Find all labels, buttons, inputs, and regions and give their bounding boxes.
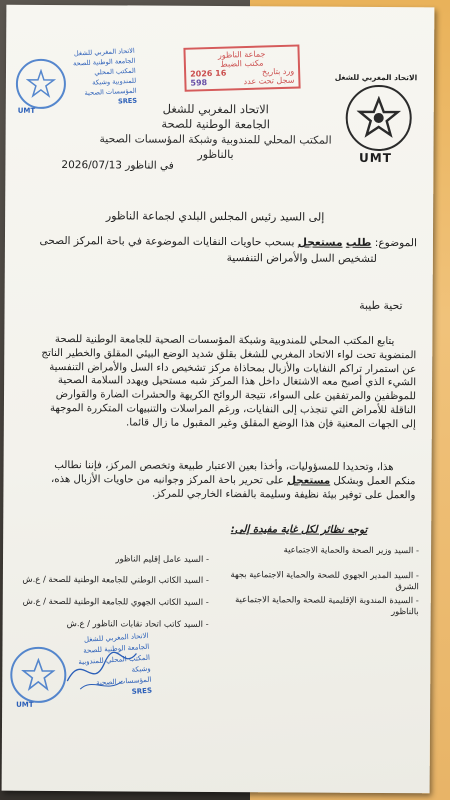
paragraph-line: إلى الجهات المعنية فإن هذا الوضع المقلق وغير المقبول ما زال قائما. [125,417,416,430]
reception-line: جماعة الناظور [217,49,266,60]
stamp-code: SRES [117,96,138,106]
subject-urgent: مستعجل [297,236,343,249]
reception-line: مكتب الضبط [220,58,264,69]
stamp-line: الجامعة الوطنية للصحة [82,642,150,655]
urgent-word: مستعجل [287,475,331,487]
subject-line-2: لتشخيص السل والأمراض التنفسية [226,252,377,265]
star-emblem-icon [357,96,401,140]
paragraph-fragment: على تحرير باحة المركز وجوانبه من حاويات الأزبال هذه، [50,473,284,487]
cc-item: - السيد وزير الصحة والحماية الاجتماعية [283,544,420,556]
reception-stamp [183,44,300,91]
subject-text: بسحب حاويات النفايات الموضوعة في باحة المركز الصحى [39,234,295,249]
cc-list-left [13,553,209,630]
cc-item: - السيد الكاتب الجهوي للجامعة الوطنية للصحة / ع.ش [22,595,209,607]
stamp-text [65,46,138,109]
reception-number-label: سجل تحت عدد [243,75,295,87]
stamp-line: الجامعة الوطنية للصحة [72,56,136,68]
stamp-line: المكتب المحلي [94,66,136,77]
paragraph-1 [14,333,417,432]
cc-title: توجه نظائر لكل غاية مفيدة إلى: [230,524,368,536]
stamp-code: SRES [131,686,153,696]
city-name: بالناظور [197,147,234,162]
logo-arabic-text: الاتحاد المغربي للشغل [334,72,418,83]
paragraph-line: هذا، وتحديدا للمسؤوليات، وأخذا بعين الاعتبار طبيعة وتخصص المركز، فإننا نطالب [54,460,394,474]
reception-date: 2026 16 [190,68,227,79]
greeting: تحية طيبة [359,298,403,313]
paragraph-line: الناقلة للأمراض التي تنجذب إلى النفايات، ورغم المراسلات والتنبيهات المتكررة الموجهة [49,402,416,417]
star-logo-icon [21,658,55,692]
reception-number: 598 [190,78,208,88]
paragraph-line: المنضوية تحت لواء الاتحاد المغربي للشغل بقلق شديد الوضع البيئي المقلق والخطير الناتج [41,347,417,362]
stamp-line: المكتب المحلي للمندوبية وشبكة [78,653,151,674]
reception-date-label: ورد بتاريخ [261,66,295,77]
star-logo-icon [26,69,56,99]
stamp-line: الاتحاد المغربي للشغل [73,46,135,58]
signature-stamp [10,623,151,720]
stamp-logo-circle [10,647,66,703]
union-name: الاتحاد المغربي للشغل [162,101,269,117]
cc-item: - السيد الكاتب الوطني للجامعة الوطنية للصحة / ع.ش [22,573,209,585]
local-office-name: المكتب المحلي للمندوبية وشبكة المؤسسات الصحية [99,132,332,147]
letterhead [75,101,355,163]
reception-number-row [190,76,294,88]
paragraph-line [13,473,415,489]
paragraph-line: يتابع المكتب المحلي للمندوبية وشبكة المؤسسات الصحية للجامعة الوطنية للصحة [54,334,395,348]
cc-item: - السيد المدير الجهوي للصحة والحماية الاجتماعية بجهة الشرق [230,569,419,592]
stamp-umt-label: UMT [17,106,36,115]
cc-item: - السيد عامل إقليم الناظور [115,553,210,564]
federation-name: الجامعة الوطنية للصحة [161,116,271,132]
stamp-line: للمندوبية وشبكة المؤسسات الصحية [84,76,137,98]
stamp-umt-label: UMT [16,700,34,709]
subject-label: الموضوع: [374,236,417,250]
paragraph-line: عن استمرار تراكم النفايات والأزبال بمحاذاة مركز تشخيص داء السل والأمراض التنفسية [49,361,417,375]
paragraph-line: الشيء الذي أصبح معه الاشتغال داخل هذا المركز شبه مستحيل ويهدد السلامة الصحية [57,375,417,389]
letter-page [2,5,435,794]
cc-item: - السيد كاتب اتحاد نقابات الناظور / ع.ش [66,618,209,629]
paragraph-2 [13,459,415,503]
stamp-line: الاتحاد المغربي للشغل [83,631,149,644]
recipient-line: إلى السيد رئيس المجلس البلدي لجماعة الناظور [105,209,325,224]
cc-item: - السيدة المندوبة الإقليمية للصحة والحماية الاجتماعية بالناظور [235,594,419,617]
stamp-logo-circle [16,59,66,109]
subject-request: طلب [345,236,372,249]
stamp-line: المؤسسات الصحية [95,675,152,688]
handwritten-signature [62,641,142,701]
cc-list-right [207,544,419,617]
logo-umt-text: UMT [358,150,392,166]
date-line: في الناظور 2026/07/13 [61,159,174,172]
paragraph-fragment: منكم العمل وبشكل [333,475,416,488]
paragraph-line: والعمل على توفير بيئة نظيفة وسليمة بالفضاء الخارجي للمركز. [151,488,416,501]
subject [17,235,417,251]
paragraph-line: للموظفين والمرتفقين على السواء، نتيجة الروائح الكريهة والحشرات الضارة والقوارض [55,389,417,403]
